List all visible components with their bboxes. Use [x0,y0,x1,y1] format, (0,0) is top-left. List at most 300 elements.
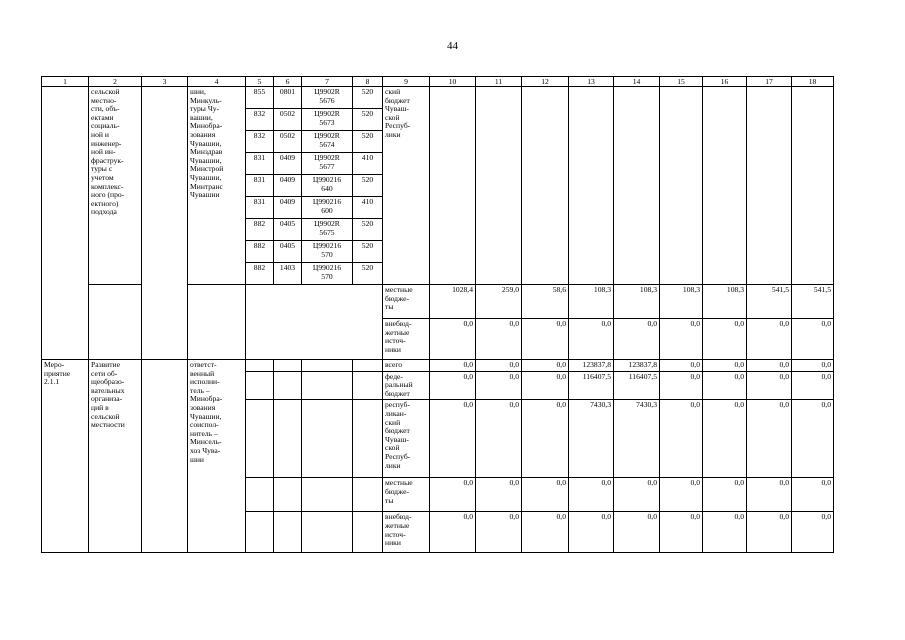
value-cell [614,512,660,553]
header-cell-text: 11 [494,77,503,86]
value-cell [703,87,747,285]
value-cell [430,478,476,512]
header-cell [302,77,353,87]
code-type [353,263,383,285]
funding-source [383,400,430,478]
value-cell [522,87,569,285]
code-grbs [246,219,274,241]
value-cell [614,87,660,285]
code-empty [246,512,274,553]
funding-source-text: местные бюдже- ты [385,285,413,312]
value-cell-text: 0,0 [779,478,789,488]
value-cell [660,285,703,319]
header-cell-text: 10 [448,77,457,86]
value-cell-text: 0,0 [734,371,744,381]
value-cell [703,400,747,478]
header-cell [246,77,274,87]
code-empty [302,360,353,372]
code-target-text: Ц990216 570 [312,241,342,259]
header-cell [792,77,834,87]
measure-name-cont [89,285,142,360]
header-cell [614,77,660,87]
code-target-text: Ц9902R 5673 [314,109,340,127]
value-cell [569,478,614,512]
value-cell-text: 0,0 [556,360,566,369]
code-section-text: 0502 [279,131,296,140]
value-cell-text: 541,5 [771,285,789,294]
code-grbs [246,153,274,175]
code-empty [274,478,302,512]
value-cell-text: 0,0 [734,478,744,488]
value-cell-text: 108,3 [639,285,657,294]
value-cell-text: 7430,3 [636,400,657,410]
value-cell-text: 0,0 [647,512,657,522]
value-cell-text: 0,0 [779,512,789,522]
value-cell [614,371,660,400]
code-grbs-text: 831 [253,197,266,206]
value-cell-text: 0,0 [690,512,700,522]
value-cell [476,400,522,478]
funding-source [383,360,430,372]
code-grbs-text: 831 [253,153,266,162]
value-cell [747,285,792,319]
value-cell [660,319,703,360]
value-cell [660,478,703,512]
code-grbs [246,263,274,285]
value-cell-text: 0,0 [821,371,831,381]
measure-name-text: сельской местно- сти, объ- ектами социаль- ной и инженер- ной ин- фраструк- туры с учетом комплекс- ного (про- ектного) подхода [91,87,125,217]
value-cell [430,87,476,285]
header-cell [383,77,430,87]
value-cell-text: 0,0 [779,319,789,328]
header-cell-text: 3 [162,77,167,86]
code-section [274,109,302,131]
header-cell [274,77,302,87]
header-cell [188,77,246,87]
value-cell [660,360,703,372]
code-section [274,153,302,175]
funding-source-text: внебюд- жетные источ- ники [385,319,412,354]
code-type-text: 410 [361,153,374,162]
header-cell-text: 8 [365,77,370,86]
code-grbs-text: 882 [253,263,266,272]
value-cell [522,478,569,512]
code-target-text: Ц9902R 5674 [314,131,340,149]
value-cell [430,360,476,372]
value-cell-text: 0,0 [509,512,519,522]
value-cell [703,478,747,512]
value-cell-text: 541,5 [813,285,831,294]
executors-cont [188,285,246,360]
code-empty [302,400,353,478]
funding-source [383,87,430,285]
value-cell [792,371,834,400]
code-empty [274,512,302,553]
code-section-text: 0405 [279,241,296,250]
value-cell-text: 0,0 [690,319,700,328]
value-cell-text: 0,0 [463,478,473,488]
value-cell [430,400,476,478]
value-cell-text: 116407,5 [582,371,611,381]
code-type-text: 520 [361,263,374,272]
value-cell-text: 0,0 [601,319,611,328]
value-cell [792,512,834,553]
header-cell [747,77,792,87]
value-cell-text: 123837,8 [582,360,611,369]
value-cell [792,285,834,319]
code-target [302,87,353,109]
value-cell [747,319,792,360]
code-empty [302,371,353,400]
funding-source [383,285,430,319]
value-cell-text: 0,0 [463,360,473,369]
table-row [42,360,834,372]
code-section [274,241,302,263]
measure-name [89,360,142,553]
value-cell-text: 108,3 [593,285,611,294]
code-section [274,219,302,241]
funding-source [383,319,430,360]
code-grbs-text: 831 [253,175,266,184]
header-cell-text: 16 [720,77,729,86]
value-cell-text: 0,0 [556,400,566,410]
executors [188,87,246,285]
value-cell-text: 58,6 [552,285,566,294]
code-type [353,219,383,241]
header-cell-text: 12 [541,77,549,86]
value-cell-text: 0,0 [690,371,700,381]
value-cell [660,512,703,553]
header-cell-text: 17 [765,77,773,86]
code-grbs [246,109,274,131]
code-empty [246,400,274,478]
funding-source-text: феде- ральный бюджет [385,371,413,398]
header-cell [703,77,747,87]
value-cell-text: 0,0 [734,360,744,369]
value-cell [569,360,614,372]
funding-source [383,371,430,400]
code-type-text: 520 [361,219,374,228]
header-cell-text: 14 [632,77,641,86]
value-cell [569,319,614,360]
funding-source-text: всего [385,360,403,369]
value-cell [792,87,834,285]
code-type-text: 520 [361,131,374,140]
code-target [302,197,353,219]
page-number: 44 [447,40,458,52]
code-target [302,219,353,241]
code-target-text: Ц990216 570 [312,263,342,281]
value-cell [476,87,522,285]
value-cell [792,319,834,360]
value-cell [522,512,569,553]
code-grbs-text: 882 [253,219,266,228]
code-empty [353,371,383,400]
code-section-text: 0502 [279,109,296,118]
code-type-text: 410 [361,197,374,206]
row-col1 [42,87,89,360]
code-empty [302,512,353,553]
value-cell [614,400,660,478]
code-grbs [246,131,274,153]
value-cell-text: 0,0 [734,319,744,328]
code-grbs [246,175,274,197]
code-target-text: Ц990216 640 [312,175,342,193]
measure-number-text: Меро- приятие 2.1.1 [44,360,71,387]
value-cell [703,285,747,319]
header-cell-text: 18 [808,77,817,86]
value-cell-text: 0,0 [821,360,831,369]
code-section-text: 0409 [279,175,296,184]
value-cell [660,87,703,285]
code-type [353,131,383,153]
executors-text: ответст- венный исполни- тель – Минобра- зования Чувашии, соиспол- нитель – Минсель- хоз Чува- шии [190,360,223,464]
code-empty [353,512,383,553]
value-cell-text: 0,0 [821,478,831,488]
value-cell-text: 108,3 [726,285,744,294]
code-type-text: 520 [361,175,374,184]
code-type [353,175,383,197]
value-cell-text: 116407,5 [628,371,657,381]
code-target [302,109,353,131]
value-cell [522,319,569,360]
funding-source [383,478,430,512]
value-cell [747,371,792,400]
value-cell [614,285,660,319]
value-cell [747,360,792,372]
value-cell [430,319,476,360]
header-cell [353,77,383,87]
code-grbs [246,87,274,109]
code-target [302,153,353,175]
header-cell-text: 13 [587,77,595,86]
value-cell [614,319,660,360]
value-cell [522,360,569,372]
code-empty [246,360,274,372]
value-cell [522,285,569,319]
code-empty [246,371,274,400]
code-target-text: Ц9902R 5675 [314,219,340,237]
value-cell [792,360,834,372]
code-empty [274,400,302,478]
value-cell-text: 0,0 [821,400,831,410]
value-cell [476,512,522,553]
code-section [274,197,302,219]
value-cell-text: 0,0 [734,512,744,522]
value-cell-text: 123837,8 [628,360,657,369]
value-cell-text: 0,0 [779,360,789,369]
code-grbs-text: 832 [253,109,266,118]
value-cell-text: 0,0 [734,400,744,410]
header-cell-text: 5 [257,77,262,86]
code-type [353,153,383,175]
header-cell-text: 6 [285,77,290,86]
code-type [353,87,383,109]
value-cell-text: 0,0 [690,360,700,369]
header-cell [430,77,476,87]
value-cell-text: 0,0 [601,512,611,522]
executors [188,360,246,553]
code-section [274,263,302,285]
value-cell [476,478,522,512]
header-cell-text: 1 [63,77,67,86]
codes-empty [246,285,383,360]
code-type [353,241,383,263]
code-section-text: 1403 [279,263,296,272]
value-cell-text: 0,0 [556,478,566,488]
value-cell-text: 0,0 [509,400,519,410]
code-type [353,197,383,219]
code-grbs [246,197,274,219]
header-cell [476,77,522,87]
value-cell [614,360,660,372]
header-cell [142,77,188,87]
value-cell-text: 0,0 [556,371,566,381]
value-cell-text: 0,0 [463,512,473,522]
code-empty [353,360,383,372]
value-cell-text: 0,0 [821,319,831,328]
code-target [302,131,353,153]
funding-source [383,512,430,553]
executors-text: шии, Минкуль- туры Чу- вашии, Минобра- зования Чувашии, Минздрав Чувашии, Минстрой Чувашии, Минтранс Чувашии [190,87,224,200]
header-cell-text: 4 [214,77,219,86]
value-cell [569,87,614,285]
code-section [274,87,302,109]
value-cell-text: 0,0 [556,512,566,522]
header-cell-text: 9 [404,77,408,86]
value-cell-text: 0,0 [647,319,657,328]
value-cell [660,371,703,400]
value-cell-text: 7430,3 [590,400,611,410]
row-col3 [142,87,188,360]
value-cell-text: 0,0 [509,371,519,381]
value-cell [476,285,522,319]
code-empty [274,371,302,400]
code-type-text: 520 [361,109,374,118]
measure-name [89,87,142,285]
header-cell [522,77,569,87]
value-cell [476,319,522,360]
code-target [302,241,353,263]
code-target [302,175,353,197]
header-cell [660,77,703,87]
code-grbs [246,241,274,263]
code-grbs-text: 855 [253,87,266,96]
measure-name-text: Развитие сети об- щеобразо- вательных организа- ций в сельской местности [91,360,125,430]
code-target-text: Ц9902R 5677 [314,153,340,171]
funding-source-text: внебюд- жетные источ- ники [385,512,412,548]
value-cell [569,285,614,319]
code-empty [246,478,274,512]
value-cell [747,512,792,553]
value-cell [522,371,569,400]
value-cell-text: 0,0 [601,478,611,488]
funding-source-text: местные бюдже- ты [385,478,413,505]
value-cell [703,371,747,400]
code-type-text: 520 [361,87,374,96]
value-cell-text: 0,0 [463,319,473,328]
value-cell-text: 0,0 [509,319,519,328]
value-cell [569,371,614,400]
value-cell [614,478,660,512]
value-cell [476,371,522,400]
code-section-text: 0405 [279,219,296,228]
value-cell [747,478,792,512]
code-section-text: 0409 [279,197,296,206]
header-row [42,77,834,87]
value-cell [747,400,792,478]
value-cell [703,319,747,360]
code-grbs-text: 832 [253,131,266,140]
measure-number [42,360,89,553]
code-section [274,175,302,197]
value-cell [703,360,747,372]
value-cell [430,371,476,400]
value-cell-text: 0,0 [690,400,700,410]
value-cell [792,400,834,478]
code-section [274,131,302,153]
code-empty [353,400,383,478]
table-row [42,87,834,109]
value-cell-text: 0,0 [779,371,789,381]
code-section-text: 0801 [279,87,296,96]
value-cell-text: 108,3 [682,285,700,294]
code-target-text: Ц9902R 5676 [314,87,340,105]
code-type-text: 520 [361,241,374,250]
value-cell-text: 0,0 [509,360,519,369]
header-cell [89,77,142,87]
value-cell-text: 259,0 [501,285,519,294]
funding-source-text: ский бюджет Чуваш- ской Респуб- лики [385,87,411,139]
header-cell-text: 7 [325,77,329,86]
value-cell [569,400,614,478]
value-cell [522,400,569,478]
value-cell-text: 0,0 [509,478,519,488]
code-grbs-text: 882 [253,241,266,250]
header-cell [569,77,614,87]
code-empty [274,360,302,372]
value-cell-text: 0,0 [463,371,473,381]
value-cell-text: 0,0 [463,400,473,410]
code-empty [302,478,353,512]
value-cell-text: 0,0 [779,400,789,410]
code-target [302,263,353,285]
value-cell [792,478,834,512]
value-cell-text: 0,0 [556,319,566,328]
code-target-text: Ц990216 600 [312,197,342,215]
header-cell [42,77,89,87]
value-cell-text: 1028,4 [452,285,473,294]
value-cell-text: 0,0 [821,512,831,522]
budget-table [41,76,834,553]
value-cell [747,87,792,285]
code-type [353,109,383,131]
value-cell-text: 0,0 [690,478,700,488]
value-cell [703,512,747,553]
funding-source-text: респуб- ликан- ский бюджет Чуваш- ской Респуб- лики [385,400,411,470]
code-empty [353,478,383,512]
value-cell-text: 0,0 [647,478,657,488]
value-cell [430,512,476,553]
code-section-text: 0409 [279,153,296,162]
row-col3 [142,360,188,553]
value-cell [569,512,614,553]
header-cell-text: 15 [677,77,685,86]
value-cell [476,360,522,372]
value-cell [430,285,476,319]
value-cell [660,400,703,478]
header-cell-text: 2 [113,77,117,86]
